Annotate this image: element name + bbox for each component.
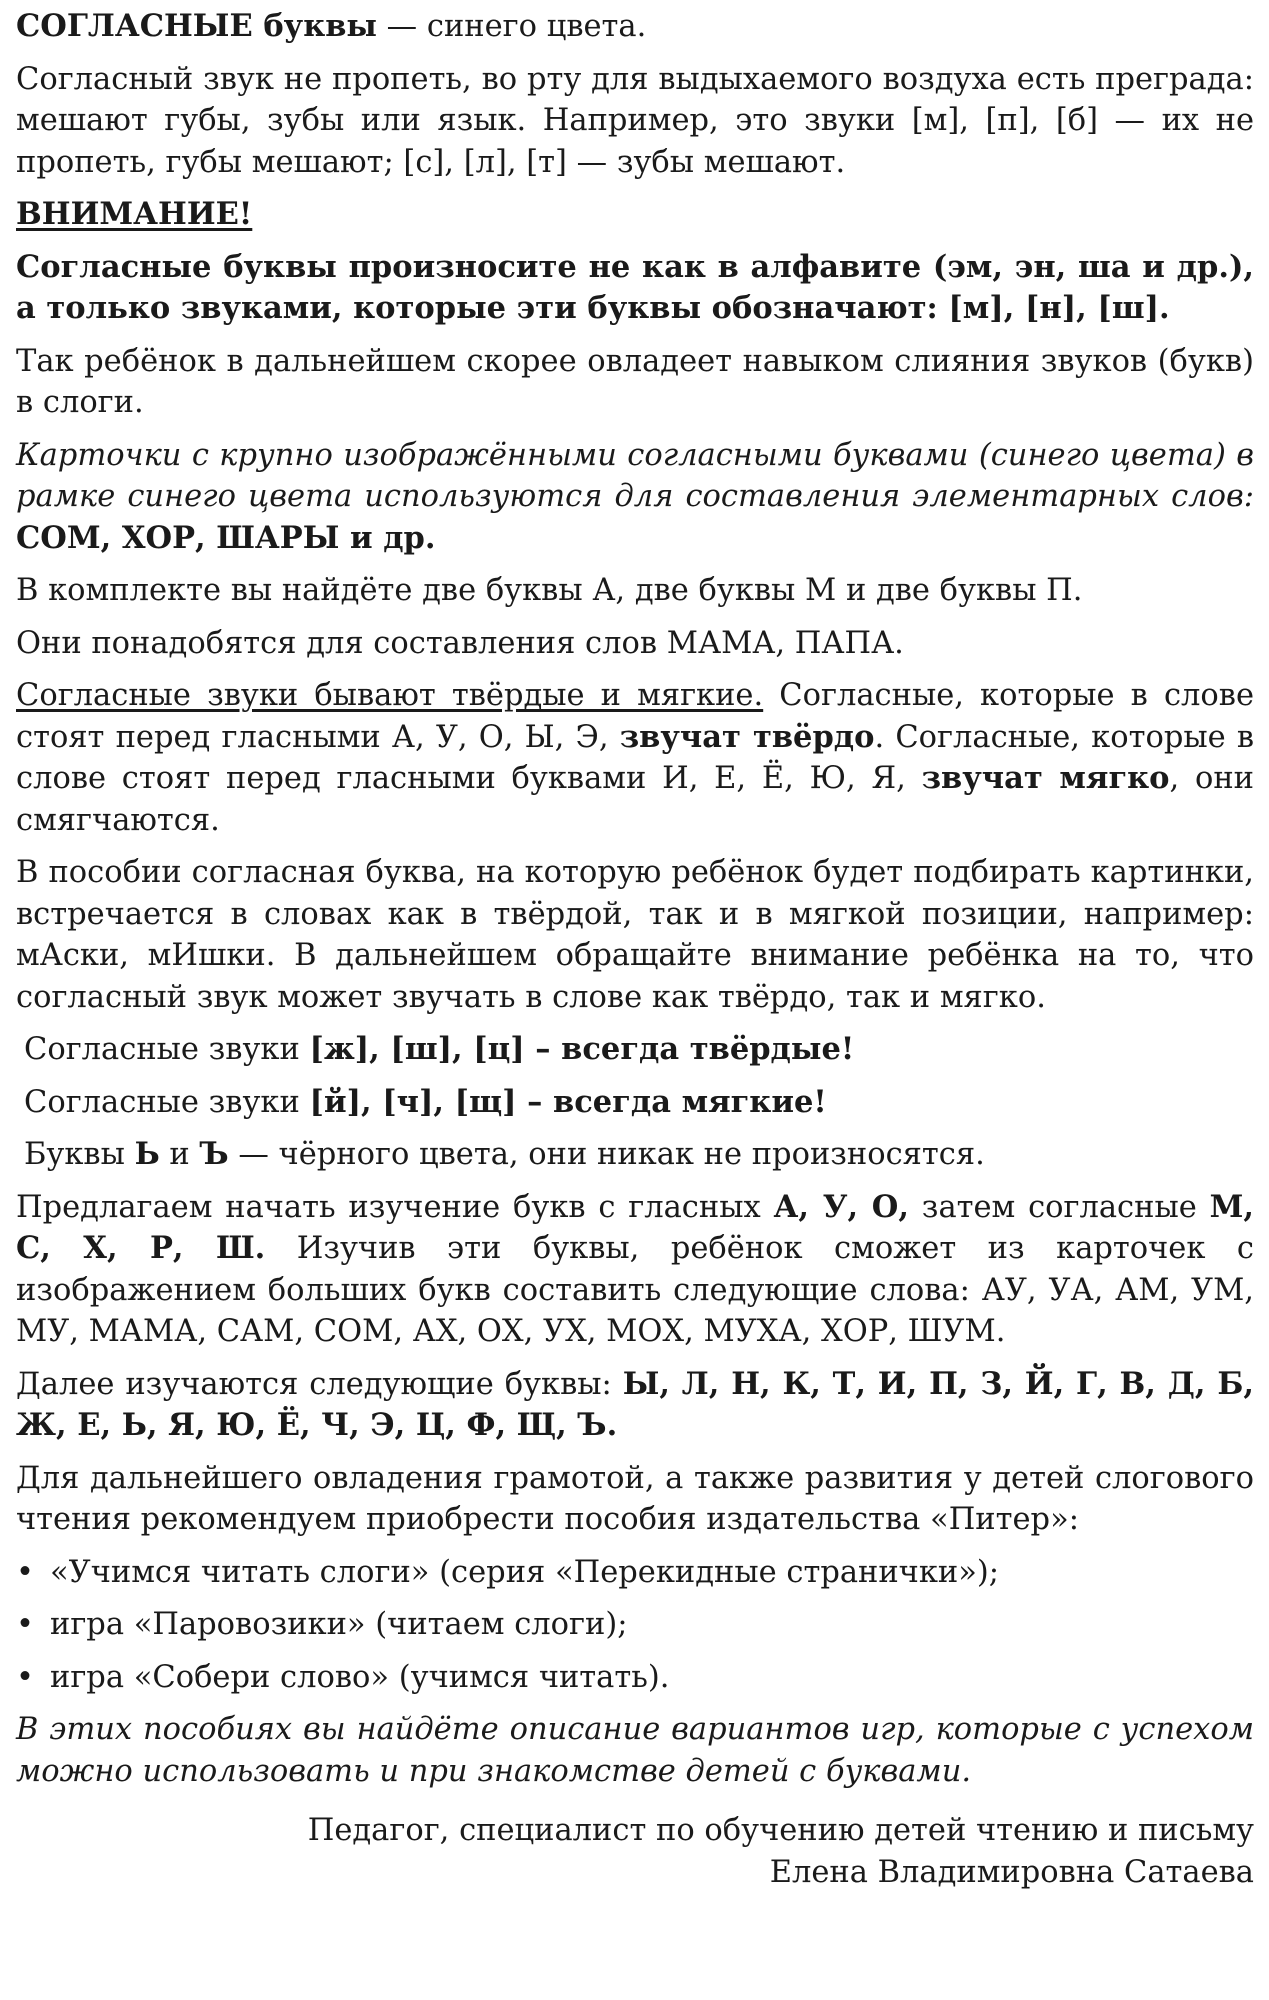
document-page <box>16 6 1254 1893</box>
consonants-heading: СОГЛАСНЫЕ буквы <box>16 8 377 44</box>
next-letters: Далее изучаются следующие буквы: Ы, Л, Н, К, Т, И, П, З, Й, Г, В, Д, Б, Ж, Е, Ь, Я, Ю, Ё, Ч, Э, Ц, Ф, Щ, Ъ. <box>16 1365 1255 1443</box>
pronunciation-rule: Согласные буквы произносите не как в алфавите (эм, эн, ша и др.), а только звуками, которые эти буквы обозначают: [м], [н], [ш]. <box>16 248 1254 326</box>
manual-position-note: В пособии согласная буква, на которую ребёнок будет подбирать картинки, встречается в словах как в твёрдой, так и в мягкой позиции, например: мАски, мИшки. В дальнейшем обращайте внимание ребёнка на то, что согласный звук может звучать в слове как твёрдо, так и мягко. <box>16 855 1254 1015</box>
bullet-icon: • <box>16 1659 34 1695</box>
bullet-icon: • <box>16 1607 34 1642</box>
silent-letters-note: Буквы Ь и Ъ — чёрного цвета, они никак не произносятся. <box>24 1136 985 1172</box>
consonants-heading-paragraph: СОГЛАСНЫЕ буквы — синего цвета. <box>16 8 647 44</box>
attention-heading: ВНИМАНИЕ! <box>16 196 253 232</box>
list-item: • игра «Собери слово» (учимся читать). <box>16 1657 1254 1699</box>
syllable-merging-note: Так ребёнок в дальнейшем скорее овладеет навыком слияния звуков (букв) в слоги. <box>16 343 1254 420</box>
cards-description: Карточки с крупно изображёнными согласными буквами (синего цвета) в рамке синего цвета используются для составления элементарных слов: СОМ, ХОР, ШАРЫ и др. <box>16 437 1254 556</box>
consonant-explanation: Согласный звук не пропеть, во рту для выдыхаемого воздуха есть преграда: мешают губы, зубы или язык. Например, это звуки [м], [п], [б] — их не пропеть, губы мешают; [с], [л], [т] — зубы мешают. <box>16 61 1254 180</box>
closing-note: В этих пособиях вы найдёте описание вариантов игр, которые с успехом можно использовать и при знакомстве детей с буквами. <box>16 1712 1254 1789</box>
recommended-manuals: Для дальнейшего овладения грамотой, а также развития у детей слогового чтения рекомендуем приобрести пособия издательства «Питер»: <box>16 1460 1254 1537</box>
kit-words: Они понадобятся для составления слов МАМА, ПАПА. <box>16 625 904 661</box>
learning-order: Предлагаем начать изучение букв с гласных А, У, О, затем согласные М, С, Х, Р, Ш. Изучив эти буквы, ребёнок сможет из карточек с изображением больших букв составить следующие слова: АУ, УА, АМ, УМ, МУ, МАМА, САМ, СОМ, АХ, ОХ, УХ, МОХ, МУХА, ХОР, ШУМ. <box>16 1188 1254 1349</box>
list-item: • «Учимся читать слоги» (серия «Перекидные странички»); <box>16 1552 1254 1594</box>
hard-soft-consonants: Согласные звуки бывают твёрдые и мягкие. Согласные, которые в слове стоят перед гласными А, У, О, Ы, Э, звучат твёрдо. Согласные, которые в слове стоят перед гласными буквами И, Е, Ё, Ю, Я, звучат мягко, они смягчаются. <box>16 678 1255 838</box>
always-soft-rule: Согласные звуки [й], [ч], [щ] – всегда мягкие! <box>24 1083 827 1120</box>
bullet-icon: • <box>16 1554 34 1590</box>
author-name: Елена Владимировна Сатаева <box>769 1854 1254 1890</box>
always-hard-rule: Согласные звуки [ж], [ш], [ц] – всегда твёрдые! <box>24 1031 855 1067</box>
list-item: • игра «Паровозики» (читаем слоги); <box>16 1604 1254 1646</box>
author-role: Педагог, специалист по обучению детей чтению и письму <box>307 1813 1254 1848</box>
kit-contents: В комплекте вы найдёте две буквы А, две буквы М и две буквы П. <box>16 573 1083 608</box>
